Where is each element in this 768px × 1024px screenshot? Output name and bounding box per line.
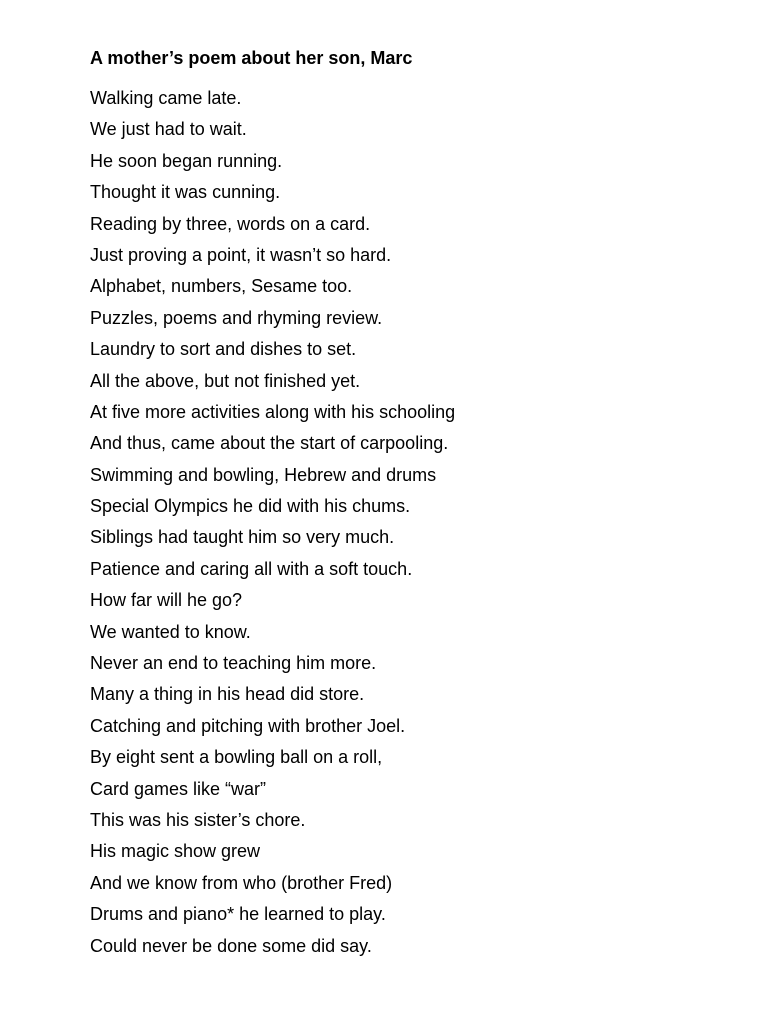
poem-line: All the above, but not finished yet. [90, 370, 361, 391]
poem-line: Laundry to sort and dishes to set. [90, 339, 357, 360]
poem-line: Siblings had taught him so very much. [90, 527, 395, 548]
poem-line: His magic show grew [90, 841, 261, 862]
poem-line: Card games like “war” [90, 778, 267, 799]
poem-line: Thought it was cunning. [90, 182, 281, 203]
poem-line: Just proving a point, it wasn’t so hard. [90, 244, 392, 265]
poem-line: How far will he go? [90, 590, 243, 611]
poem-line: Catching and pitching with brother Joel. [90, 715, 406, 736]
poem-line: He soon began running. [90, 150, 283, 171]
poem-line: Reading by three, words on a card. [90, 213, 371, 234]
poem-line: Never an end to teaching him more. [90, 653, 377, 674]
poem-line: And we know from who (brother Fred) [90, 872, 393, 893]
poem-line: Drums and piano* he learned to play. [90, 904, 386, 925]
poem-line: And thus, came about the start of carpooling. [90, 433, 449, 454]
poem-line: Puzzles, poems and rhyming review. [90, 307, 383, 328]
poem-line: This was his sister’s chore. [90, 809, 306, 830]
poem-title: A mother’s poem about her son, Marc [90, 48, 413, 68]
poem-line: Swimming and bowling, Hebrew and drums [90, 464, 437, 485]
poem-line: Alphabet, numbers, Sesame too. [90, 276, 353, 297]
poem-line: Many a thing in his head did store. [90, 684, 365, 705]
poem-line: Could never be done some did say. [90, 935, 372, 956]
poem-line: Walking came late. [90, 88, 242, 108]
poem-line: Special Olympics he did with his chums. [90, 496, 411, 517]
poem-lines [90, 84, 455, 963]
poem-line: By eight sent a bowling ball on a roll, [90, 747, 383, 768]
poem-line: We just had to wait. [90, 119, 247, 140]
poem-line: At five more activities along with his schooling [90, 401, 456, 422]
poem-line: We wanted to know. [90, 621, 251, 642]
poem-line: Patience and caring all with a soft touch. [90, 558, 413, 579]
